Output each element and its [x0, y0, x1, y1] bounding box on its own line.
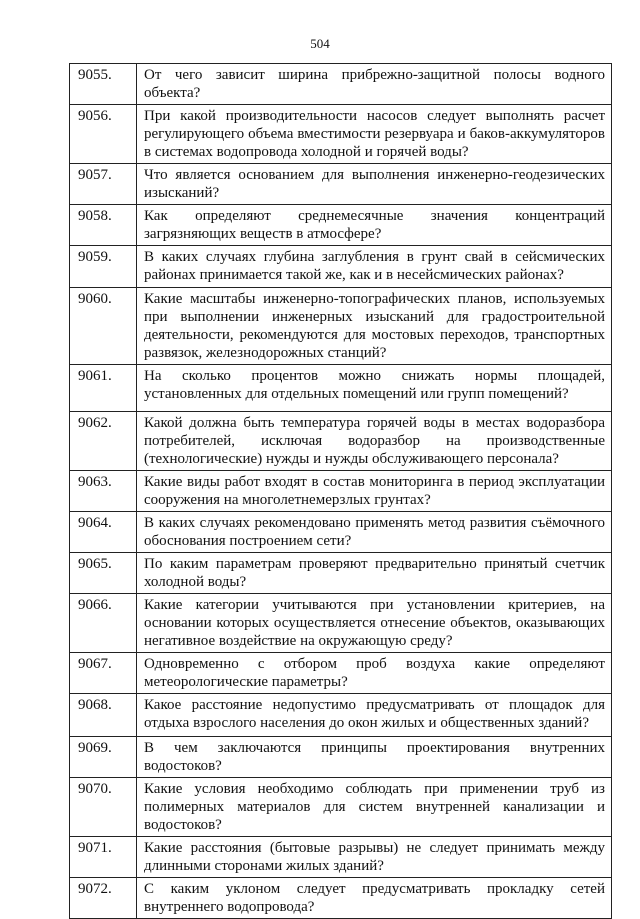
question-number: 9062. — [70, 412, 137, 471]
table-row — [70, 471, 612, 512]
question-text: С каким уклоном следует предусматривать прокладку сетей внутреннего водопровода? — [137, 878, 612, 919]
question-number: 9055. — [70, 64, 137, 105]
question-text: Какое расстояние недопустимо предусматривать от площадок для отдыха взрослого населения до окон жилых и общественных зданий? — [137, 694, 612, 737]
question-text: На сколько процентов можно снижать нормы площадей, установленных для отдельных помещений или групп помещений? — [137, 365, 612, 412]
question-number: 9067. — [70, 653, 137, 694]
table-row — [70, 246, 612, 288]
questions-table — [69, 63, 612, 919]
table-row — [70, 64, 612, 105]
question-number: 9058. — [70, 205, 137, 246]
table-row — [70, 878, 612, 919]
question-text: Как определяют среднемесячные значения концентраций загрязняющих веществ в атмосфере? — [137, 205, 612, 246]
question-text: Какие категории учитываются при установлении критериев, на основании которых осуществляется отнесение объектов, оказывающих негативное воздействие на окружающую среду? — [137, 594, 612, 653]
table-row — [70, 778, 612, 837]
question-number: 9064. — [70, 512, 137, 553]
question-number: 9061. — [70, 365, 137, 412]
question-text: Какие расстояния (бытовые разрывы) не следует принимать между длинными сторонами жилых зданий? — [137, 837, 612, 878]
question-text: В каких случаях глубина заглубления в грунт свай в сейсмических районах принимается такой же, как и в несейсмических районах? — [137, 246, 612, 288]
table-row — [70, 737, 612, 778]
question-number: 9072. — [70, 878, 137, 919]
question-text: Какие условия необходимо соблюдать при применении труб из полимерных материалов для систем внутренней канализации и водостоков? — [137, 778, 612, 837]
question-text: При какой производительности насосов следует выполнять расчет регулирующего объема вместимости резервуара и баков-аккумуляторов в системах водопровода холодной и горячей воды? — [137, 105, 612, 164]
page-number: 504 — [310, 36, 330, 51]
question-text: Какие виды работ входят в состав мониторинга в период эксплуатации сооружения на многолетнемерзлых грунтах? — [137, 471, 612, 512]
question-number: 9057. — [70, 164, 137, 205]
table-row — [70, 512, 612, 553]
table-row — [70, 837, 612, 878]
question-text: Какие масштабы инженерно-топографических планов, используемых при выполнении инженерных изысканий для градостроительной деятельности, рекомендуются для мостовых переходов, транспортных развязок, железнодорожных станций? — [137, 288, 612, 365]
table-row — [70, 205, 612, 246]
table-row — [70, 594, 612, 653]
table-row — [70, 365, 612, 412]
question-number: 9065. — [70, 553, 137, 594]
question-number: 9068. — [70, 694, 137, 737]
table-row — [70, 288, 612, 365]
question-number: 9069. — [70, 737, 137, 778]
table-row — [70, 653, 612, 694]
table-row — [70, 553, 612, 594]
question-text: В чем заключаются принципы проектирования внутренних водостоков? — [137, 737, 612, 778]
question-number: 9063. — [70, 471, 137, 512]
question-number: 9070. — [70, 778, 137, 837]
table-row — [70, 164, 612, 205]
question-text: Одновременно с отбором проб воздуха какие определяют метеорологические параметры? — [137, 653, 612, 694]
table-row — [70, 694, 612, 737]
question-number: 9066. — [70, 594, 137, 653]
table-row — [70, 105, 612, 164]
question-text: По каким параметрам проверяют предварительно принятый счетчик холодной воды? — [137, 553, 612, 594]
question-text: От чего зависит ширина прибрежно-защитной полосы водного объекта? — [137, 64, 612, 105]
question-number: 9056. — [70, 105, 137, 164]
question-text: Что является основанием для выполнения инженерно-геодезических изысканий? — [137, 164, 612, 205]
question-text: Какой должна быть температура горячей воды в местах водоразбора потребителей, исключая водоразбор на производственные (технологические) нужды и нужды обслуживающего персонала? — [137, 412, 612, 471]
question-text: В каких случаях рекомендовано применять метод развития съёмочного обоснования построением сети? — [137, 512, 612, 553]
table-row — [70, 412, 612, 471]
question-number: 9071. — [70, 837, 137, 878]
question-number: 9060. — [70, 288, 137, 365]
question-number: 9059. — [70, 246, 137, 288]
